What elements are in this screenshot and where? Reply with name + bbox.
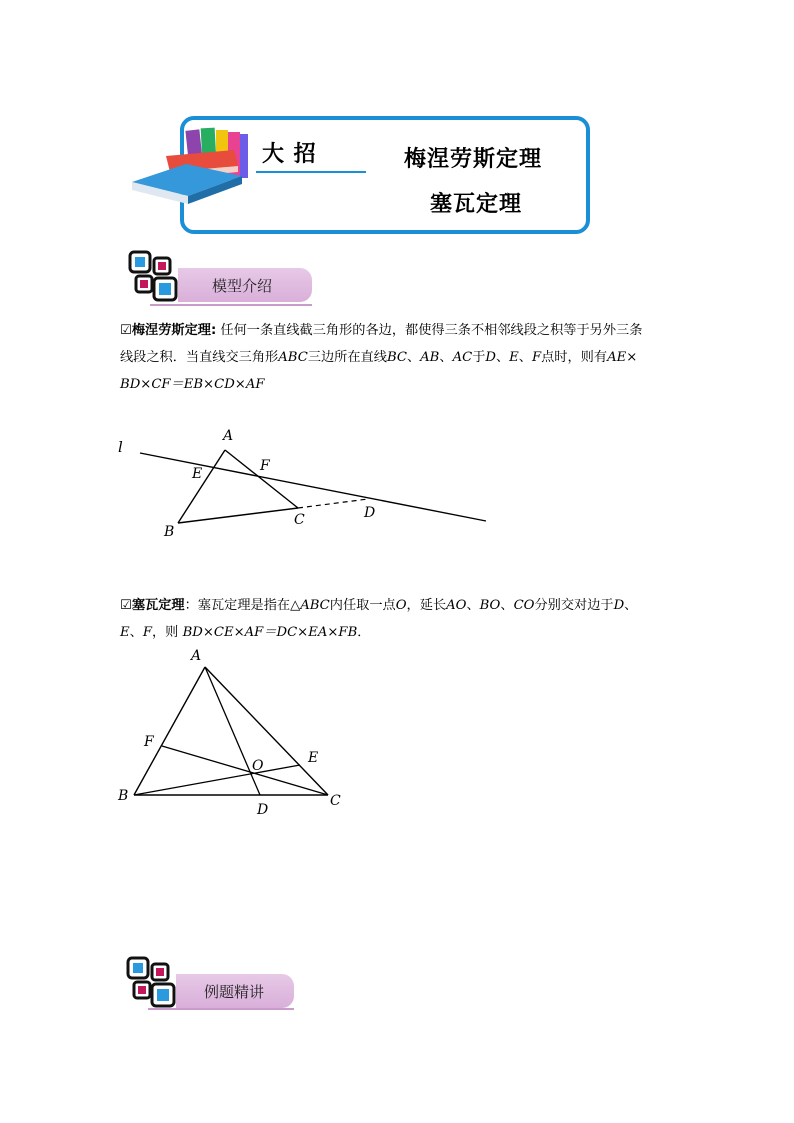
ceva-bo: BO xyxy=(479,598,501,613)
ceva-sep1: 、 xyxy=(466,598,480,613)
label-C: C xyxy=(330,793,341,809)
ceva-sep2: 、 xyxy=(500,598,514,613)
menelaus-heading: 梅涅劳斯定理: xyxy=(131,323,217,338)
cevian-cf xyxy=(162,746,328,795)
ceva-text-d: 分别交对边于 xyxy=(534,598,614,613)
banner-tag: 大 招 xyxy=(262,141,317,167)
menelaus-text-c: 三边所在直线 xyxy=(307,350,387,365)
ceva-ao: AO xyxy=(446,598,467,613)
cevian-ad xyxy=(205,667,260,795)
label-E: E xyxy=(192,466,203,482)
ceva-text-b: 内任取一点 xyxy=(329,598,396,613)
checkbox-icon: ☑ xyxy=(120,323,132,338)
menelaus-figure xyxy=(110,420,500,545)
badge-underline xyxy=(150,304,312,306)
label-A: A xyxy=(191,648,202,664)
menelaus-formula-start: AE× xyxy=(607,350,638,365)
section-squares-icon xyxy=(126,956,178,1008)
books-icon xyxy=(126,120,256,208)
menelaus-abc: ABC xyxy=(278,350,308,365)
menelaus-sep2: 、 xyxy=(439,350,453,365)
ceva-sep4: 、 xyxy=(129,625,143,640)
label-D: D xyxy=(257,802,269,818)
ceva-period: ． xyxy=(357,625,371,640)
ceva-formula: BD×CE×AF＝DC×EA×FB xyxy=(182,625,358,640)
label-O: O xyxy=(252,758,264,774)
ceva-figure xyxy=(110,645,360,820)
menelaus-paragraph xyxy=(120,317,680,398)
menelaus-sep3: 、 xyxy=(495,350,510,365)
checkbox-icon: ☑ xyxy=(120,598,132,613)
label-B: B xyxy=(164,524,175,540)
ceva-heading: 塞瓦定理 xyxy=(131,598,185,613)
side-ab xyxy=(178,450,225,523)
ceva-text-c: ，延长 xyxy=(406,598,447,613)
menelaus-e: E xyxy=(509,350,519,365)
menelaus-ac: AC xyxy=(452,350,473,365)
banner-title-line2: 塞瓦定理 xyxy=(430,191,523,217)
ceva-co: CO xyxy=(513,598,535,613)
menelaus-text-e: 点时，则有 xyxy=(541,350,608,365)
label-F: F xyxy=(260,458,270,474)
label-l: l xyxy=(118,438,123,456)
menelaus-d: D xyxy=(485,350,496,365)
side-ab xyxy=(134,667,205,795)
badge-underline xyxy=(148,1008,294,1010)
extension-cd xyxy=(298,499,368,508)
menelaus-text-b: 线段之积．当直线交三角形 xyxy=(120,350,279,365)
ceva-f: F xyxy=(142,625,152,640)
menelaus-formula-line: BD×CF＝EB×CD×AF xyxy=(120,377,265,392)
section-squares-icon xyxy=(128,250,180,302)
side-ac xyxy=(205,667,328,795)
transversal-line xyxy=(140,453,486,521)
label-C: C xyxy=(294,512,305,528)
menelaus-text-d: 于 xyxy=(472,350,486,365)
label-E: E xyxy=(308,750,319,766)
ceva-sep3: 、 xyxy=(624,598,638,613)
label-F: F xyxy=(144,734,154,750)
ceva-paragraph xyxy=(120,592,680,646)
section-label-examples: 例题精讲 xyxy=(204,983,265,1001)
ceva-text-a: ：塞瓦定理是指在 xyxy=(184,598,291,613)
ceva-text-e: ，则 xyxy=(151,625,183,640)
banner-title-line1: 梅涅劳斯定理 xyxy=(404,146,543,172)
label-D: D xyxy=(364,505,376,521)
ceva-triangle: △ABC xyxy=(290,598,330,613)
side-bc xyxy=(178,508,298,523)
ceva-d: D xyxy=(613,598,625,613)
menelaus-sep1: 、 xyxy=(406,350,421,365)
banner-underline xyxy=(256,171,366,173)
menelaus-text-a: 任何一条直线截三角形的各边，都使得三条不相邻线段之积等于另外三条 xyxy=(216,323,643,338)
menelaus-bc: BC xyxy=(386,350,407,365)
label-B: B xyxy=(118,788,129,804)
ceva-o: O xyxy=(395,598,407,613)
section-label-model: 模型介绍 xyxy=(212,277,273,295)
label-A: A xyxy=(223,428,234,444)
menelaus-sep4: 、 xyxy=(518,350,532,365)
menelaus-ab: AB xyxy=(420,350,440,365)
menelaus-f: F xyxy=(531,350,542,365)
ceva-e: E xyxy=(120,625,130,640)
